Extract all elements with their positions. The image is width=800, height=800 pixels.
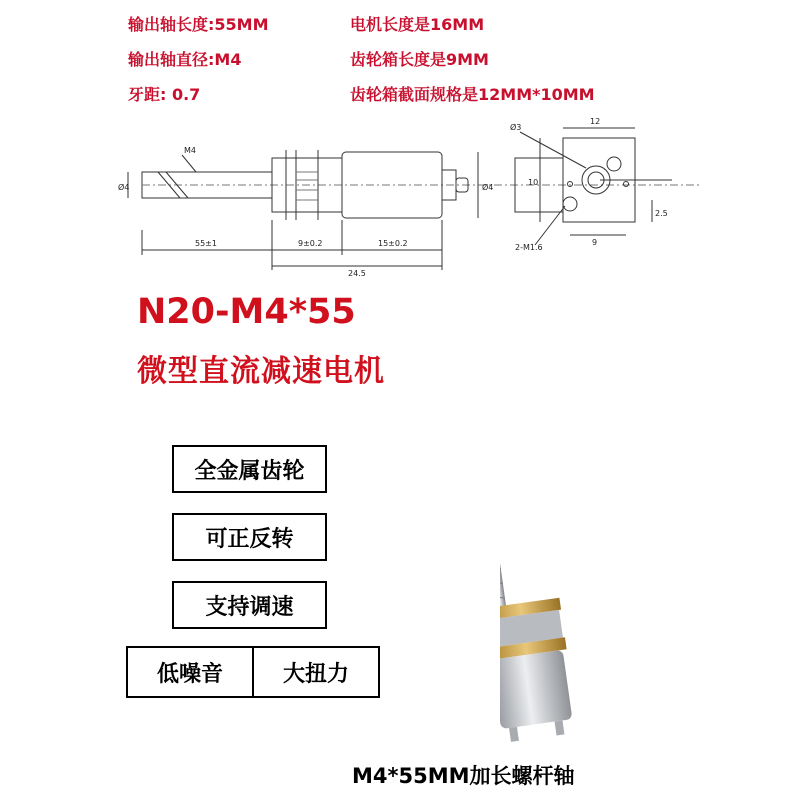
dim-body-diameter: Ø4 — [482, 183, 494, 192]
product-subtitle: 微型直流减速电机 — [137, 354, 385, 389]
dim-hole-diameter: Ø3 — [510, 123, 522, 132]
product-caption: M4*55MM加长螺杆轴 — [352, 764, 575, 788]
feature-all-metal-gears: 全金属齿轮 — [172, 445, 327, 493]
dim-mount-holes: 2-M1.6 — [515, 243, 543, 252]
feature-low-noise: 低噪音 — [126, 646, 254, 698]
dim-hole-spacing: 9 — [592, 238, 598, 247]
feature-reversible: 可正反转 — [172, 513, 327, 561]
product-model: N20-M4*55 — [137, 292, 356, 332]
dim-offset: 2.5 — [655, 209, 668, 218]
feature-high-torque: 大扭力 — [252, 646, 380, 698]
spec-gearbox-length: 齿轮箱长度是9MM — [350, 50, 489, 69]
motor-photo — [500, 415, 700, 745]
spec-thread-pitch: 牙距: 0.7 — [128, 85, 201, 104]
spec-output-shaft-diameter: 输出轴直径:M4 — [128, 50, 242, 69]
dim-height: 10 — [528, 178, 539, 187]
dim-gearbox-length: 9±0.2 — [298, 239, 323, 248]
technical-drawing — [0, 110, 800, 290]
dim-motor-length: 15±0.2 — [378, 239, 408, 248]
dim-shaft-diameter: Ø4 — [118, 183, 130, 192]
spec-gearbox-section: 齿轮箱截面规格是12MM*10MM — [350, 85, 595, 104]
feature-speed-control: 支持调速 — [172, 581, 327, 629]
dim-thread-label: M4 — [184, 146, 196, 155]
dim-total-length: 24.5 — [348, 269, 366, 278]
spec-output-shaft-length: 输出轴长度:55MM — [128, 15, 269, 34]
dim-width: 12 — [590, 117, 601, 126]
dim-shaft-length: 55±1 — [195, 239, 217, 248]
spec-motor-length: 电机长度是16MM — [350, 15, 485, 34]
